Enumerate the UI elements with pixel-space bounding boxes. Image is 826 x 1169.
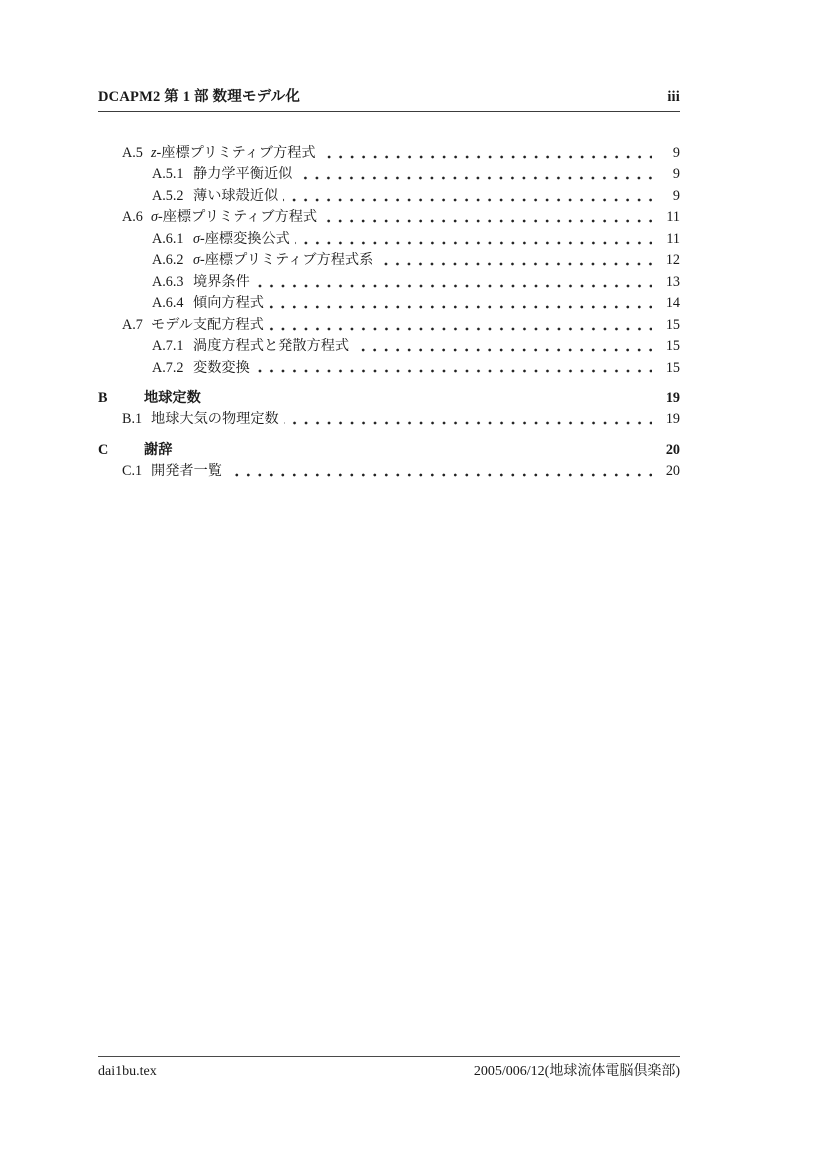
toc-entry-number: A.7 [122,316,143,333]
toc-entry-title: 静力学平衡近似 [193,166,293,183]
toc-entry-number: A.6.3 [152,273,184,290]
toc-list [98,143,680,483]
toc-dot-leader [284,409,652,430]
toc-entry-title: z-座標プリミティブ方程式 [151,145,316,161]
toc-entry-number: A.6 [122,209,143,226]
toc-entry-B.1 [98,409,680,430]
toc-entry-A.6 [98,207,680,228]
toc-entry-number: A.7.2 [152,359,184,376]
toc-entry-page: 12 [665,252,680,269]
toc-dot-leader [354,336,652,357]
toc-entry-title: 謝辞 [144,441,173,458]
toc-entry-A.5.1 [98,164,680,185]
page-header [98,89,680,106]
toc-entry-A.7 [98,315,680,336]
toc-leader-spacer [177,440,652,461]
toc-entry-page: 11 [666,230,680,247]
toc-dot-leader [269,293,652,314]
toc-entry-page: 14 [665,295,680,312]
toc-entry-page: 20 [665,441,680,458]
toc-entry-page: 11 [666,209,680,226]
toc-entry-A.5.2 [98,186,680,207]
toc-entry-number: A.7.1 [152,338,184,355]
toc-entry-C [98,440,680,461]
toc-leader-spacer [206,388,652,409]
toc-entry-title: 傾向方程式 [193,295,264,312]
toc-dot-leader [295,229,652,250]
toc-entry-page: 9 [672,187,680,204]
toc-entry-title: σ-座標プリミティブ方程式 [151,209,318,226]
toc-entry-title: σ-座標変換公式 [193,230,290,247]
toc-dot-leader [321,143,652,164]
toc-entry-title: 薄い球殻近似 [193,187,279,204]
toc-entry-number: B.1 [122,411,143,428]
toc-entry-page: 20 [665,463,680,480]
toc-entry-A.7.1 [98,336,680,357]
toc-entry-number: A.5 [122,145,143,161]
toc-dot-leader [297,164,652,185]
footer-filename: dai1bu.tex [98,1064,157,1079]
toc-entry-title: 境界条件 [193,273,250,290]
footer-date-credit: 2005/006/12(地球流体電脳倶楽部) [473,1064,680,1079]
toc-entry-title: σ-座標プリミティブ方程式系 [193,252,374,269]
toc-entry-A.7.2 [98,358,680,379]
toc-entry-number: B [98,389,108,406]
toc-entry-page: 13 [665,273,680,290]
page-footer [98,1063,680,1080]
toc-entry-title: 変数変換 [193,359,250,376]
toc-entry-A.6.4 [98,293,680,314]
toc-dot-leader [322,207,652,228]
toc-entry-A.6.3 [98,272,680,293]
toc-dot-leader [227,461,652,482]
toc-entry-A.5 [98,143,680,164]
toc-entry-number: C.1 [122,463,143,480]
toc-entry-title: モデル支配方程式 [151,316,264,333]
toc-entry-page: 9 [672,166,680,183]
toc-entry-number: C [98,441,109,458]
toc-entry-page: 9 [672,145,680,161]
header-rule [98,111,680,112]
toc-entry-page: 15 [665,338,680,355]
toc-entry-C.1 [98,461,680,482]
toc-entry-number: A.6.2 [152,252,184,269]
toc-dot-leader [269,315,652,336]
toc-dot-leader [255,358,652,379]
toc-entry-number: A.5.2 [152,187,184,204]
toc-entry-page: 15 [665,359,680,376]
toc-entry-B [98,388,680,409]
toc-dot-leader [378,250,652,271]
toc-entry-title: 地球定数 [144,389,201,406]
toc-entry-title: 開発者一覧 [151,463,222,480]
toc-entry-number: A.6.4 [152,295,184,312]
footer-rule [98,1056,680,1057]
toc-entry-number: A.6.1 [152,230,184,247]
toc-dot-leader [283,186,652,207]
toc-entry-page: 19 [665,411,680,428]
toc-entry-A.6.1 [98,229,680,250]
toc-dot-leader [255,272,652,293]
toc-entry-title: 渦度方程式と発散方程式 [193,338,350,355]
running-header-title: DCAPM2 第 1 部 数理モデル化 [98,89,301,105]
toc-entry-page: 15 [665,316,680,333]
toc-entry-title: 地球大気の物理定数 [151,411,279,428]
toc-entry-number: A.5.1 [152,166,184,183]
toc-entry-page: 19 [665,389,680,406]
folio-page-number: iii [667,89,680,105]
toc-entry-A.6.2 [98,250,680,271]
